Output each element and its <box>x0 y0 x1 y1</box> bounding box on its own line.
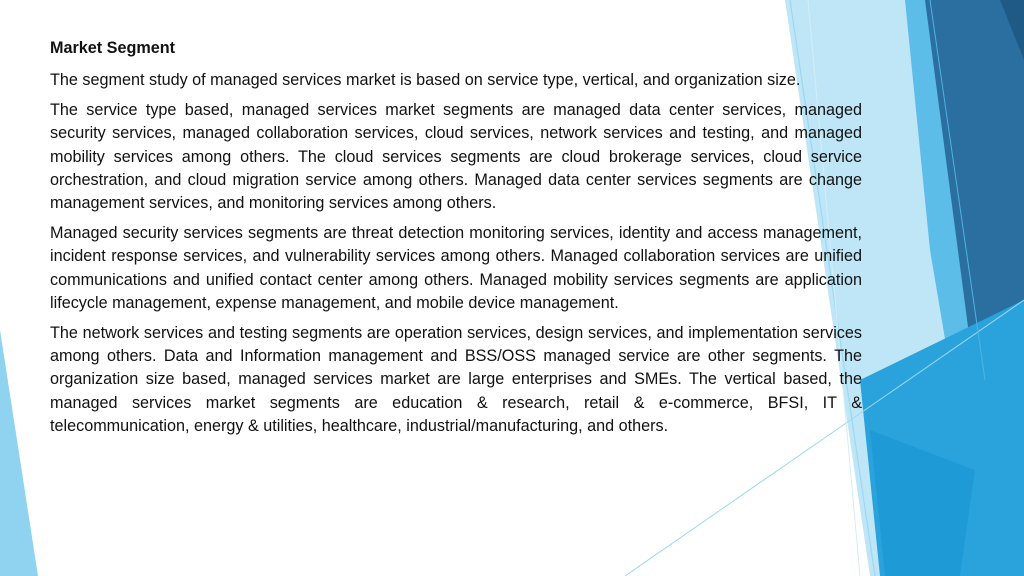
left-accent-triangle <box>0 330 38 576</box>
slide-content <box>50 37 862 445</box>
slide-heading: Market Segment <box>50 39 176 57</box>
paragraph-4: The network services and testing segments are operation services, design services, and implementation services among others. Data and Information management and BSS/OSS managed service are other segments. The organization size based, managed services market are large enterprises and SMEs. The vertical based, the managed services market segments are education & research, retail & e-commerce, BFSI, IT & telecommunication, energy & utilities, healthcare, industrial/manufacturing, and others. <box>50 324 862 435</box>
paragraph-1: The segment study of managed services market is based on service type, vertical, and organization size. <box>50 71 801 89</box>
paragraph-3: Managed security services segments are threat detection monitoring services, identity and access management, incident response services, and vulnerability services among others. Managed collaboration services are unified communications and unified contact center among others. Managed mobility services segments are application lifecycle management, expense management, and mobile device management. <box>50 224 862 312</box>
paragraph-2: The service type based, managed services market segments are managed data center services, managed security services, managed collaboration services, cloud services, network services and testing, and managed mobility services among others. The cloud services segments are cloud brokerage services, cloud service orchestration, and cloud migration service among others. Managed data center services segments are change management services, and monitoring services among others. <box>50 101 862 213</box>
